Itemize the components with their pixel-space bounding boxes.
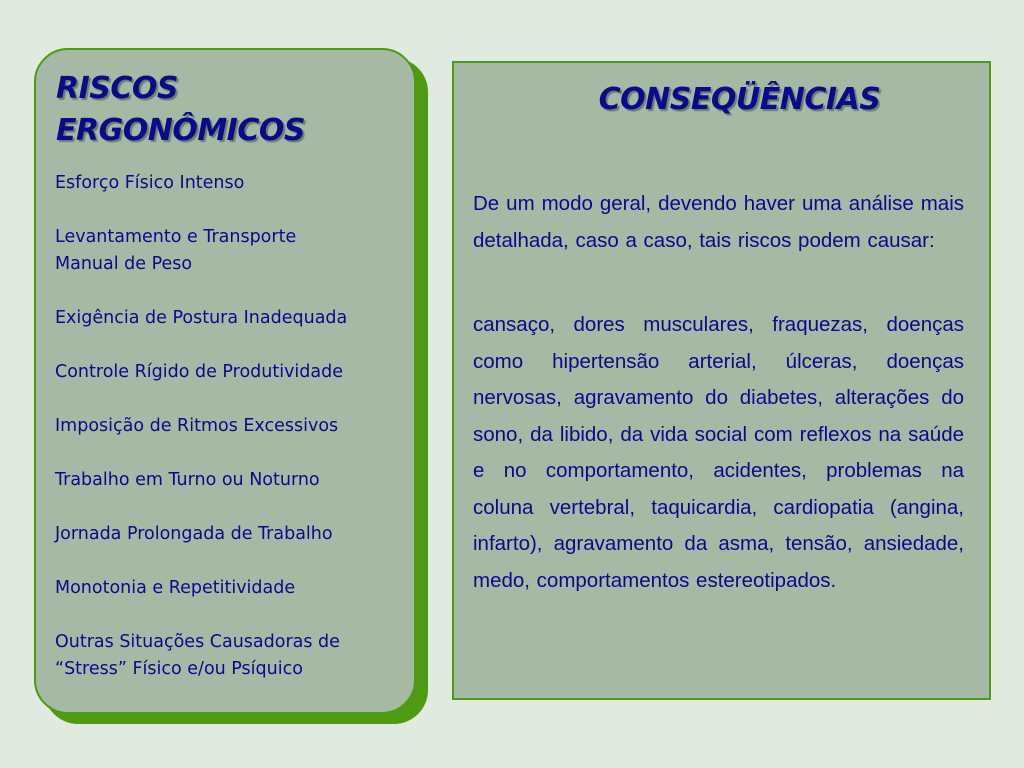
right-panel-title: CONSEQÜÊNCIAS (598, 82, 881, 117)
left-title-line2: ERGONÔMICOS (56, 113, 305, 148)
left-panel-title (56, 68, 305, 152)
risk-item-levantamento: Levantamento e Transporte Manual de Peso (55, 227, 297, 274)
left-title-line1: RISCOS (56, 71, 178, 106)
risk-item-monotonia: Monotonia e Repetitividade (55, 578, 296, 598)
risk-item-ritmos: Imposição de Ritmos Excessivos (55, 416, 339, 436)
risk-item-produtividade: Controle Rígido de Produtividade (55, 362, 344, 382)
riscos-ergonomicos-panel (34, 48, 416, 714)
consequencias-panel (452, 61, 991, 700)
risk-item-postura: Exigência de Postura Inadequada (55, 308, 348, 328)
intro-paragraph: De um modo geral, devendo haver uma análise mais detalhada, caso a caso, tais riscos podem causar: (473, 192, 964, 252)
risk-item-stress: Outras Situações Causadoras de “Stress” Físico e/ou Psíquico (55, 632, 340, 679)
risk-item-turno: Trabalho em Turno ou Noturno (55, 470, 320, 490)
risk-list (55, 170, 410, 710)
consequences-paragraph: cansaço, dores musculares, fraquezas, doenças como hipertensão arterial, úlceras, doenças nervosas, agravamento do diabetes, alterações do sono, da libido, da vida social com reflexos na saúde e no comportamento, acidentes, problemas na coluna vertebral, taquicardia, cardiopatia (angina, infarto), agravamento da asma, tensão, ansiedade, medo, comportamentos estereotipados. (473, 313, 964, 592)
risk-item-jornada: Jornada Prolongada de Trabalho (55, 524, 333, 544)
risk-item-esforco: Esforço Físico Intenso (55, 173, 245, 193)
